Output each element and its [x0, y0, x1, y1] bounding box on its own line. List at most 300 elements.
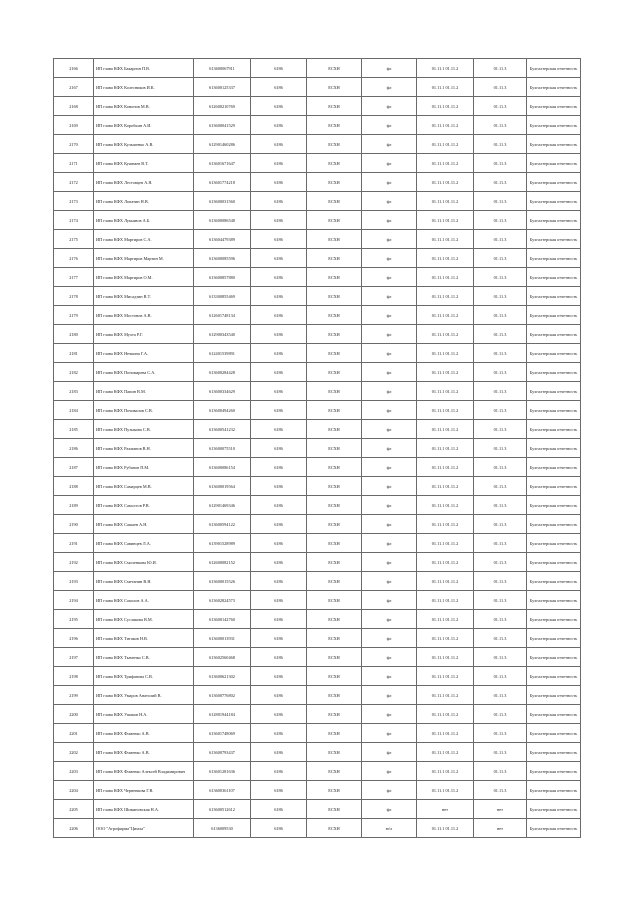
row-number-cell: 2196: [54, 629, 94, 648]
row-number-cell: 2186: [54, 439, 94, 458]
entity-name-cell: ИП глава КФХ Соколов А.А.: [94, 591, 194, 610]
entity-name-cell: ИП глава КФХ Кульшенко А.В.: [94, 135, 194, 154]
entity-type-cell: фл: [362, 553, 417, 572]
table-row: [54, 686, 581, 705]
row-number-cell: 2203: [54, 762, 94, 781]
inn-number-cell: 613600857880: [194, 268, 251, 287]
entity-type-cell: фл: [362, 135, 417, 154]
table-row: [54, 496, 581, 515]
document-type-cell: Бухгалтерская отчетность: [527, 325, 581, 344]
table-row: [54, 477, 581, 496]
inn-number-cell: 613600013931: [194, 629, 251, 648]
tax-office-code-cell: 6186: [251, 287, 307, 306]
okved-codes-cell: 01.11.1 01.11.2: [417, 705, 474, 724]
okved-extra-code-cell: 01.11.3: [474, 724, 527, 743]
inn-number-cell: 613600494260: [194, 401, 251, 420]
row-number-cell: 2182: [54, 363, 94, 382]
tax-office-code-cell: 6186: [251, 306, 307, 325]
document-type-cell: Бухгалтерская отчетность: [527, 382, 581, 401]
document-type-cell: Бухгалтерская отчетность: [527, 116, 581, 135]
okved-extra-code-cell: 01.11.3: [474, 781, 527, 800]
inn-number-cell: 613600334629: [194, 382, 251, 401]
tax-office-code-cell: 6186: [251, 344, 307, 363]
entity-name-cell: ИП глава КФХ Савинцев Л.А.: [94, 534, 194, 553]
okved-codes-cell: 01.11.1 01.11.2: [417, 819, 474, 838]
table-row: [54, 591, 581, 610]
entity-type-cell: фл: [362, 572, 417, 591]
entity-type-cell: фл: [362, 154, 417, 173]
row-number-cell: 2192: [54, 553, 94, 572]
entity-type-cell: фл: [362, 420, 417, 439]
document-type-cell: Бухгалтерская отчетность: [527, 762, 581, 781]
entity-type-cell: фл: [362, 743, 417, 762]
okved-extra-code-cell: 01.11.3: [474, 154, 527, 173]
inn-number-cell: 613601671647: [194, 154, 251, 173]
tax-regime-cell: ЕСХН: [307, 249, 362, 268]
row-number-cell: 2188: [54, 477, 94, 496]
entity-name-cell: ИП глава КФХ Кушнаев В.Т.: [94, 154, 194, 173]
inn-number-cell: 613600015526: [194, 572, 251, 591]
entity-type-cell: фл: [362, 249, 417, 268]
inn-number-cell: 613600075510: [194, 439, 251, 458]
tax-regime-cell: ЕСХН: [307, 591, 362, 610]
entity-name-cell: ИП глава КФХ Лукьянов А.Б.: [94, 211, 194, 230]
tax-regime-cell: ЕСХН: [307, 97, 362, 116]
inn-number-cell: 613600085596: [194, 249, 251, 268]
inn-number-cell: 613604479389: [194, 230, 251, 249]
okved-codes-cell: 01.11.1 01.11.2: [417, 781, 474, 800]
tax-office-code-cell: 6186: [251, 762, 307, 781]
tax-office-code-cell: 6186: [251, 781, 307, 800]
okved-extra-code-cell: 01.11.3: [474, 572, 527, 591]
okved-codes-cell: 01.11.1 01.11.2: [417, 743, 474, 762]
tax-regime-cell: ЕСХН: [307, 724, 362, 743]
entity-type-cell: фл: [362, 629, 417, 648]
table-row: [54, 762, 581, 781]
row-number-cell: 2171: [54, 154, 94, 173]
entity-type-cell: фл: [362, 401, 417, 420]
document-type-cell: Бухгалтерская отчетность: [527, 724, 581, 743]
document-type-cell: Бухгалтерская отчетность: [527, 439, 581, 458]
okved-codes-cell: 01.11.1 01.11.2: [417, 116, 474, 135]
okved-codes-cell: 01.11.1 01.11.2: [417, 515, 474, 534]
tax-office-code-cell: 6186: [251, 268, 307, 287]
table-row: [54, 705, 581, 724]
table-row: [54, 553, 581, 572]
tax-office-code-cell: 6186: [251, 800, 307, 819]
tax-regime-cell: ЕСХН: [307, 420, 362, 439]
okved-extra-code-cell: 01.11.3: [474, 173, 527, 192]
entity-name-cell: ИП глава КФХ Мисадзин В.Т.: [94, 287, 194, 306]
document-type-cell: Бухгалтерская отчетность: [527, 173, 581, 192]
okved-codes-cell: 01.11.1 01.11.2: [417, 287, 474, 306]
tax-regime-cell: ЕСХН: [307, 686, 362, 705]
okved-extra-code-cell: 01.11.3: [474, 705, 527, 724]
tax-regime-cell: ЕСХН: [307, 59, 362, 78]
document-type-cell: Бухгалтерская отчетность: [527, 363, 581, 382]
row-number-cell: 2179: [54, 306, 94, 325]
document-type-cell: Бухгалтерская отчетность: [527, 59, 581, 78]
okved-extra-code-cell: 01.11.3: [474, 762, 527, 781]
table-row: [54, 610, 581, 629]
tax-office-code-cell: 6186: [251, 192, 307, 211]
entity-type-cell: фл: [362, 686, 417, 705]
document-type-cell: Бухгалтерская отчетность: [527, 553, 581, 572]
okved-codes-cell: 01.11.1 01.11.2: [417, 268, 474, 287]
entity-type-cell: фл: [362, 287, 417, 306]
document-type-cell: Бухгалтерская отчетность: [527, 78, 581, 97]
row-number-cell: 2172: [54, 173, 94, 192]
okved-extra-code-cell: 01.11.3: [474, 344, 527, 363]
document-type-cell: Бухгалтерская отчетность: [527, 287, 581, 306]
entity-name-cell: ИП глава КФХ Титаков Н.В.: [94, 629, 194, 648]
okved-extra-code-cell: 01.11.3: [474, 496, 527, 515]
row-number-cell: 2184: [54, 401, 94, 420]
entity-name-cell: ИП глава КФХ Фоменко Алексей Владимирович: [94, 762, 194, 781]
row-number-cell: 2180: [54, 325, 94, 344]
inn-number-cell: 613600041529: [194, 116, 251, 135]
inn-number-cell: 613602560468: [194, 648, 251, 667]
entity-name-cell: ИП глава КФХ Фоменко А.В.: [94, 743, 194, 762]
entity-name-cell: ИП глава КФХ Пономарева С.А.: [94, 363, 194, 382]
entity-name-cell: ИП глава КФХ Ткаченко С.В.: [94, 648, 194, 667]
inn-number-cell: 613600031560: [194, 192, 251, 211]
row-number-cell: 2190: [54, 515, 94, 534]
entity-name-cell: ИП глава КФХ Колесников И.К.: [94, 78, 194, 97]
table-row: [54, 800, 581, 819]
entity-name-cell: ИП глава КФХ Почивалов С.В.: [94, 401, 194, 420]
row-number-cell: 2193: [54, 572, 94, 591]
tax-regime-cell: ЕСХН: [307, 705, 362, 724]
tax-office-code-cell: 6186: [251, 705, 307, 724]
row-number-cell: 2199: [54, 686, 94, 705]
okved-codes-cell: 01.11.1 01.11.2: [417, 344, 474, 363]
inn-number-cell: 612900343540: [194, 325, 251, 344]
tax-regime-cell: ЕСХН: [307, 629, 362, 648]
okved-codes-cell: 01.11.1 01.11.2: [417, 629, 474, 648]
entity-name-cell: ИП глава КФХ Смоленкова Ю.И.: [94, 553, 194, 572]
okved-codes-cell: 01.11.1 01.11.2: [417, 553, 474, 572]
document-type-cell: Бухгалтерская отчетность: [527, 572, 581, 591]
okved-extra-code-cell: 01.11.3: [474, 363, 527, 382]
okved-extra-code-cell: нет: [474, 819, 527, 838]
row-number-cell: 2174: [54, 211, 94, 230]
entity-type-cell: фл: [362, 230, 417, 249]
okved-codes-cell: 01.11.1 01.11.2: [417, 154, 474, 173]
entity-type-cell: фл: [362, 800, 417, 819]
document-type-cell: Бухгалтерская отчетность: [527, 211, 581, 230]
tax-office-code-cell: 6186: [251, 249, 307, 268]
okved-extra-code-cell: 01.11.3: [474, 287, 527, 306]
okved-codes-cell: 01.11.1 01.11.2: [417, 97, 474, 116]
entity-name-cell: ИП глава КФХ Пузыкова С.В.: [94, 420, 194, 439]
tax-office-code-cell: 6186: [251, 97, 307, 116]
table-row: [54, 211, 581, 230]
entity-type-cell: фл: [362, 116, 417, 135]
okved-codes-cell: 01.11.1 01.11.2: [417, 477, 474, 496]
okved-extra-code-cell: 01.11.3: [474, 515, 527, 534]
tax-office-code-cell: 6186: [251, 439, 307, 458]
table-row: [54, 249, 581, 268]
table-row: [54, 363, 581, 382]
inn-number-cell: 612601748134: [194, 306, 251, 325]
tax-regime-cell: ЕСХН: [307, 800, 362, 819]
document-type-cell: Бухгалтерская отчетность: [527, 135, 581, 154]
inn-number-cell: 612901469346: [194, 496, 251, 515]
tax-regime-cell: ЕСХН: [307, 135, 362, 154]
table-row: [54, 724, 581, 743]
entity-name-cell: ИП глава КФХ Папин В.М.: [94, 382, 194, 401]
okved-extra-code-cell: 01.11.3: [474, 648, 527, 667]
entity-type-cell: фл: [362, 439, 417, 458]
table-row: [54, 325, 581, 344]
tax-regime-cell: ЕСХН: [307, 78, 362, 97]
tax-regime-cell: ЕСХН: [307, 211, 362, 230]
entity-type-cell: фл: [362, 667, 417, 686]
entity-type-cell: фл: [362, 325, 417, 344]
inn-number-cell: 613600019564: [194, 477, 251, 496]
okved-extra-code-cell: 01.11.3: [474, 401, 527, 420]
okved-extra-code-cell: 01.11.3: [474, 325, 527, 344]
document-type-cell: Бухгалтерская отчетность: [527, 610, 581, 629]
okved-codes-cell: 01.11.1 01.11.2: [417, 648, 474, 667]
row-number-cell: 2205: [54, 800, 94, 819]
tax-office-code-cell: 6186: [251, 325, 307, 344]
tax-office-code-cell: 6186: [251, 154, 307, 173]
entity-type-cell: фл: [362, 591, 417, 610]
entity-type-cell: фл: [362, 268, 417, 287]
tax-office-code-cell: 6186: [251, 553, 307, 572]
entity-name-cell: ИП глава КФХ Сашаев А.Н.: [94, 515, 194, 534]
inn-number-cell: 613600541232: [194, 420, 251, 439]
table-row: [54, 192, 581, 211]
row-number-cell: 2168: [54, 97, 94, 116]
table-row: [54, 534, 581, 553]
okved-codes-cell: нет: [417, 800, 474, 819]
inn-number-cell: 613600142760: [194, 610, 251, 629]
okved-codes-cell: 01.11.1 01.11.2: [417, 382, 474, 401]
document-type-cell: Бухгалтерская отчетность: [527, 344, 581, 363]
inn-number-cell: 613600125337: [194, 78, 251, 97]
entity-name-cell: ИП глава КФХ Самарцев М.В.: [94, 477, 194, 496]
document-type-cell: Бухгалтерская отчетность: [527, 686, 581, 705]
entity-type-cell: фл: [362, 78, 417, 97]
tax-regime-cell: ЕСХН: [307, 382, 362, 401]
okved-codes-cell: 01.11.1 01.11.2: [417, 420, 474, 439]
table-row: [54, 135, 581, 154]
entity-type-cell: фл: [362, 762, 417, 781]
okved-codes-cell: 01.11.1 01.11.2: [417, 325, 474, 344]
table-row: [54, 439, 581, 458]
okved-extra-code-cell: 01.11.3: [474, 610, 527, 629]
inn-number-cell: 613600594122: [194, 515, 251, 534]
table-row: [54, 173, 581, 192]
table-row: [54, 116, 581, 135]
inn-number-cell: 613600512612: [194, 800, 251, 819]
okved-extra-code-cell: 01.11.3: [474, 553, 527, 572]
tax-office-code-cell: 6186: [251, 743, 307, 762]
table-row: [54, 344, 581, 363]
table-row: [54, 648, 581, 667]
tax-regime-cell: ЕСХН: [307, 667, 362, 686]
document-type-cell: Бухгалтерская отчетность: [527, 648, 581, 667]
okved-extra-code-cell: 01.11.3: [474, 667, 527, 686]
inn-number-cell: 613601281636: [194, 762, 251, 781]
tax-regime-cell: ЕСХН: [307, 173, 362, 192]
okved-codes-cell: 01.11.1 01.11.2: [417, 762, 474, 781]
row-number-cell: 2191: [54, 534, 94, 553]
inn-number-cell: 613601774218: [194, 173, 251, 192]
okved-codes-cell: 01.11.1 01.11.2: [417, 78, 474, 97]
tax-office-code-cell: 6186: [251, 591, 307, 610]
document-type-cell: Бухгалтерская отчетность: [527, 534, 581, 553]
okved-codes-cell: 01.11.1 01.11.2: [417, 59, 474, 78]
entity-type-cell: фл: [362, 344, 417, 363]
entity-name-cell: ИП глава КФХ Черненкова Г.В.: [94, 781, 194, 800]
row-number-cell: 2206: [54, 819, 94, 838]
table-row: [54, 743, 581, 762]
tax-regime-cell: ЕСХН: [307, 819, 362, 838]
okved-codes-cell: 01.11.1 01.11.2: [417, 667, 474, 686]
row-number-cell: 2189: [54, 496, 94, 515]
tax-office-code-cell: 6186: [251, 477, 307, 496]
okved-extra-code-cell: 01.11.3: [474, 211, 527, 230]
tax-office-code-cell: 6186: [251, 59, 307, 78]
entity-type-cell: фл: [362, 306, 417, 325]
okved-codes-cell: 01.11.1 01.11.2: [417, 458, 474, 477]
tax-regime-cell: ЕСХН: [307, 401, 362, 420]
document-type-cell: Бухгалтерская отчетность: [527, 230, 581, 249]
okved-codes-cell: 01.11.1 01.11.2: [417, 534, 474, 553]
entity-name-cell: ИП глава КФХ Фоменко А.В.: [94, 724, 194, 743]
tax-office-code-cell: 6186: [251, 819, 307, 838]
entity-name-cell: ИП глава КФХ Ушаков Н.А.: [94, 705, 194, 724]
tax-regime-cell: ЕСХН: [307, 344, 362, 363]
entity-name-cell: ИП глава КФХ Суслякова В.М.: [94, 610, 194, 629]
tax-office-code-cell: 6186: [251, 629, 307, 648]
entity-type-cell: фл: [362, 477, 417, 496]
row-number-cell: 2198: [54, 667, 94, 686]
okved-codes-cell: 01.11.1 01.11.2: [417, 686, 474, 705]
row-number-cell: 2175: [54, 230, 94, 249]
inn-number-cell: 612600082152: [194, 553, 251, 572]
okved-extra-code-cell: 01.11.3: [474, 629, 527, 648]
row-number-cell: 2201: [54, 724, 94, 743]
entity-name-cell: ИП глава КФХ Сметанин В.Н.: [94, 572, 194, 591]
okved-extra-code-cell: 01.11.3: [474, 59, 527, 78]
entity-type-cell: фл: [362, 173, 417, 192]
inn-number-cell: 613600621302: [194, 667, 251, 686]
tax-office-code-cell: 6186: [251, 610, 307, 629]
inn-number-cell: 613600067911: [194, 59, 251, 78]
document-type-cell: Бухгалтерская отчетность: [527, 154, 581, 173]
row-number-cell: 2166: [54, 59, 94, 78]
tax-regime-cell: ЕСХН: [307, 648, 362, 667]
document-type-cell: Бухгалтерская отчетность: [527, 800, 581, 819]
okved-extra-code-cell: 01.11.3: [474, 420, 527, 439]
entity-name-cell: ИП глава КФХ Бакаргин П.В.: [94, 59, 194, 78]
okved-extra-code-cell: 01.11.3: [474, 230, 527, 249]
tax-regime-cell: ЕСХН: [307, 439, 362, 458]
entity-name-cell: ИП глава КФХ Лестовцев А.Я.: [94, 173, 194, 192]
okved-codes-cell: 01.11.1 01.11.2: [417, 249, 474, 268]
okved-codes-cell: 01.11.1 01.11.2: [417, 363, 474, 382]
entity-name-cell: ИП глава КФХ Лопатин Н.В.: [94, 192, 194, 211]
entity-type-cell: фл: [362, 192, 417, 211]
row-number-cell: 2200: [54, 705, 94, 724]
tax-regime-cell: ЕСХН: [307, 287, 362, 306]
row-number-cell: 2173: [54, 192, 94, 211]
table-row: [54, 515, 581, 534]
entity-type-cell: фл: [362, 59, 417, 78]
tax-office-code-cell: 6186: [251, 458, 307, 477]
okved-codes-cell: 01.11.1 01.11.2: [417, 572, 474, 591]
okved-codes-cell: 01.11.1 01.11.2: [417, 496, 474, 515]
okved-codes-cell: 01.11.1 01.11.2: [417, 173, 474, 192]
inn-number-cell: 613601748069: [194, 724, 251, 743]
entity-name-cell: ИП глава КФХ Умаров Анатолий В.: [94, 686, 194, 705]
tax-office-code-cell: 6186: [251, 648, 307, 667]
inn-number-cell: 613600361107: [194, 781, 251, 800]
table-row: [54, 306, 581, 325]
entity-name-cell: ИП глава КФХ Шимановская Н.А.: [94, 800, 194, 819]
tax-office-code-cell: 6186: [251, 572, 307, 591]
document-type-cell: Бухгалтерская отчетность: [527, 743, 581, 762]
table-row: [54, 667, 581, 686]
table-row: [54, 458, 581, 477]
table-row: [54, 401, 581, 420]
okved-extra-code-cell: 01.11.3: [474, 97, 527, 116]
tax-regime-cell: ЕСХН: [307, 553, 362, 572]
document-type-cell: Бухгалтерская отчетность: [527, 819, 581, 838]
entity-name-cell: ИП глава КФХ Мартиров Мартин М.: [94, 249, 194, 268]
row-number-cell: 2183: [54, 382, 94, 401]
tax-regime-cell: ЕСХН: [307, 325, 362, 344]
table-row: [54, 781, 581, 800]
row-number-cell: 2177: [54, 268, 94, 287]
okved-codes-cell: 01.11.1 01.11.2: [417, 591, 474, 610]
inn-number-cell: 613602824573: [194, 591, 251, 610]
document-type-cell: Бухгалтерская отчетность: [527, 477, 581, 496]
inn-number-cell: 613600793437: [194, 743, 251, 762]
entity-type-cell: фл: [362, 724, 417, 743]
okved-extra-code-cell: 01.11.3: [474, 458, 527, 477]
inn-number-cell: 612801944184: [194, 705, 251, 724]
okved-codes-cell: 01.11.1 01.11.2: [417, 724, 474, 743]
tax-regime-cell: ЕСХН: [307, 610, 362, 629]
entity-name-cell: ИП глава КФХ Трифанова С.В.: [94, 667, 194, 686]
entity-name-cell: ИП глава КФХ Коробкин А.И.: [94, 116, 194, 135]
entity-name-cell: ИП глава КФХ Кононов М.В.: [94, 97, 194, 116]
tax-office-code-cell: 6186: [251, 496, 307, 515]
tax-regime-cell: ЕСХН: [307, 477, 362, 496]
table-row: [54, 819, 581, 838]
inn-number-cell: 613600284428: [194, 363, 251, 382]
okved-extra-code-cell: 01.11.3: [474, 686, 527, 705]
table-row: [54, 154, 581, 173]
document-type-cell: Бухгалтерская отчетность: [527, 420, 581, 439]
okved-extra-code-cell: 01.11.3: [474, 439, 527, 458]
okved-extra-code-cell: 01.11.3: [474, 477, 527, 496]
table-row: [54, 97, 581, 116]
okved-extra-code-cell: 01.11.3: [474, 78, 527, 97]
entity-type-cell: фл: [362, 515, 417, 534]
table-row: [54, 629, 581, 648]
tax-regime-cell: ЕСХН: [307, 743, 362, 762]
okved-codes-cell: 01.11.1 01.11.2: [417, 211, 474, 230]
table-row: [54, 420, 581, 439]
tax-regime-cell: ЕСХН: [307, 762, 362, 781]
